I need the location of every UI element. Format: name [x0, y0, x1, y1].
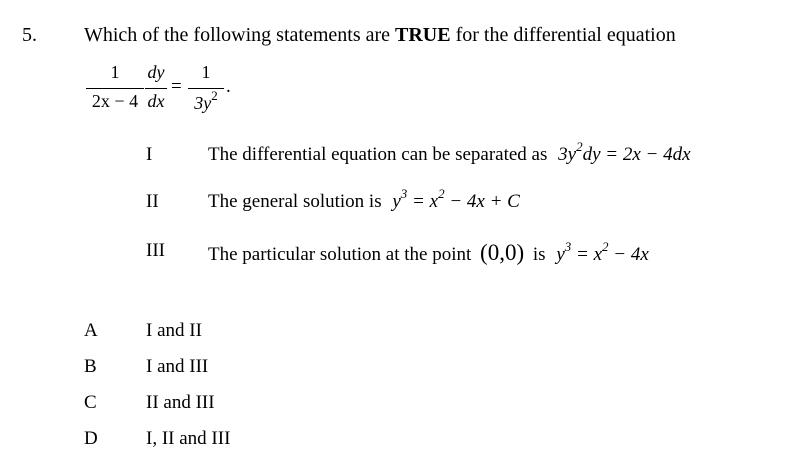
- math-exponent: 2: [438, 186, 445, 201]
- math-exponent: 3: [564, 239, 572, 254]
- math-term: = x: [571, 244, 603, 265]
- fraction-right: [188, 62, 224, 118]
- fraction-left-numerator: 1: [110, 62, 120, 82]
- statement-2-text: [208, 186, 520, 213]
- math-term: y: [392, 191, 401, 212]
- option-a-letter[interactable]: A: [84, 320, 98, 341]
- statement-1-text: [208, 139, 691, 166]
- option-c-letter[interactable]: C: [84, 392, 97, 413]
- derivative-denominator: dx: [147, 91, 165, 111]
- statement-3-point: (0,0): [480, 240, 525, 265]
- denominator-exponent: 2: [211, 88, 218, 103]
- statement-3-numeral: III: [146, 240, 165, 261]
- fraction-right-numerator: 1: [201, 62, 211, 82]
- option-b-letter[interactable]: B: [84, 356, 97, 377]
- fraction-derivative: [145, 62, 167, 118]
- question-number: 5.: [22, 24, 37, 46]
- fraction-bar: [145, 88, 167, 89]
- denominator-base: 3y: [194, 93, 212, 113]
- option-b-text[interactable]: I and III: [146, 356, 209, 377]
- option-d-text[interactable]: I, II and III: [146, 428, 231, 449]
- statement-3-math: [556, 239, 649, 265]
- option-d-letter[interactable]: D: [84, 428, 98, 449]
- statement-2-math: [392, 186, 520, 212]
- option-c-text[interactable]: II and III: [146, 392, 215, 413]
- math-term: − 4x + C: [444, 191, 520, 212]
- derivative-numerator: dy: [147, 62, 165, 82]
- math-exponent: 2: [576, 139, 583, 154]
- statement-1-numeral: I: [146, 144, 153, 165]
- question-text-bold: TRUE: [395, 24, 451, 46]
- statement-1-math: [558, 139, 691, 165]
- math-exponent: 3: [400, 186, 408, 201]
- statement-3-text: [208, 240, 649, 266]
- option-a-text[interactable]: I and II: [146, 320, 202, 341]
- statement-3-connector: is: [532, 244, 546, 265]
- math-term: = x: [407, 191, 439, 212]
- equation-period: .: [226, 76, 231, 97]
- equals-sign: =: [171, 76, 182, 97]
- math-term: 3y: [558, 144, 577, 165]
- statement-1-label: The differential equation can be separated as: [208, 144, 548, 165]
- fraction-left: [86, 62, 144, 118]
- statement-2-numeral: II: [146, 191, 159, 212]
- math-term: dy = 2x − 4dx: [582, 144, 691, 165]
- fraction-bar: [86, 88, 144, 89]
- statement-2-label: The general solution is: [208, 191, 382, 212]
- statement-3-label: The particular solution at the point: [208, 244, 472, 265]
- math-term: y: [556, 244, 565, 265]
- math-exponent: 2: [602, 239, 609, 254]
- fraction-right-denominator: [188, 88, 224, 114]
- math-term: − 4x: [608, 244, 649, 265]
- question-text-before: Which of the following statements are: [84, 24, 396, 46]
- question-text-after: for the differential equation: [450, 24, 676, 46]
- fraction-left-denominator: 2x − 4: [91, 91, 139, 111]
- question-text: [84, 24, 676, 47]
- fraction-bar: [188, 88, 224, 89]
